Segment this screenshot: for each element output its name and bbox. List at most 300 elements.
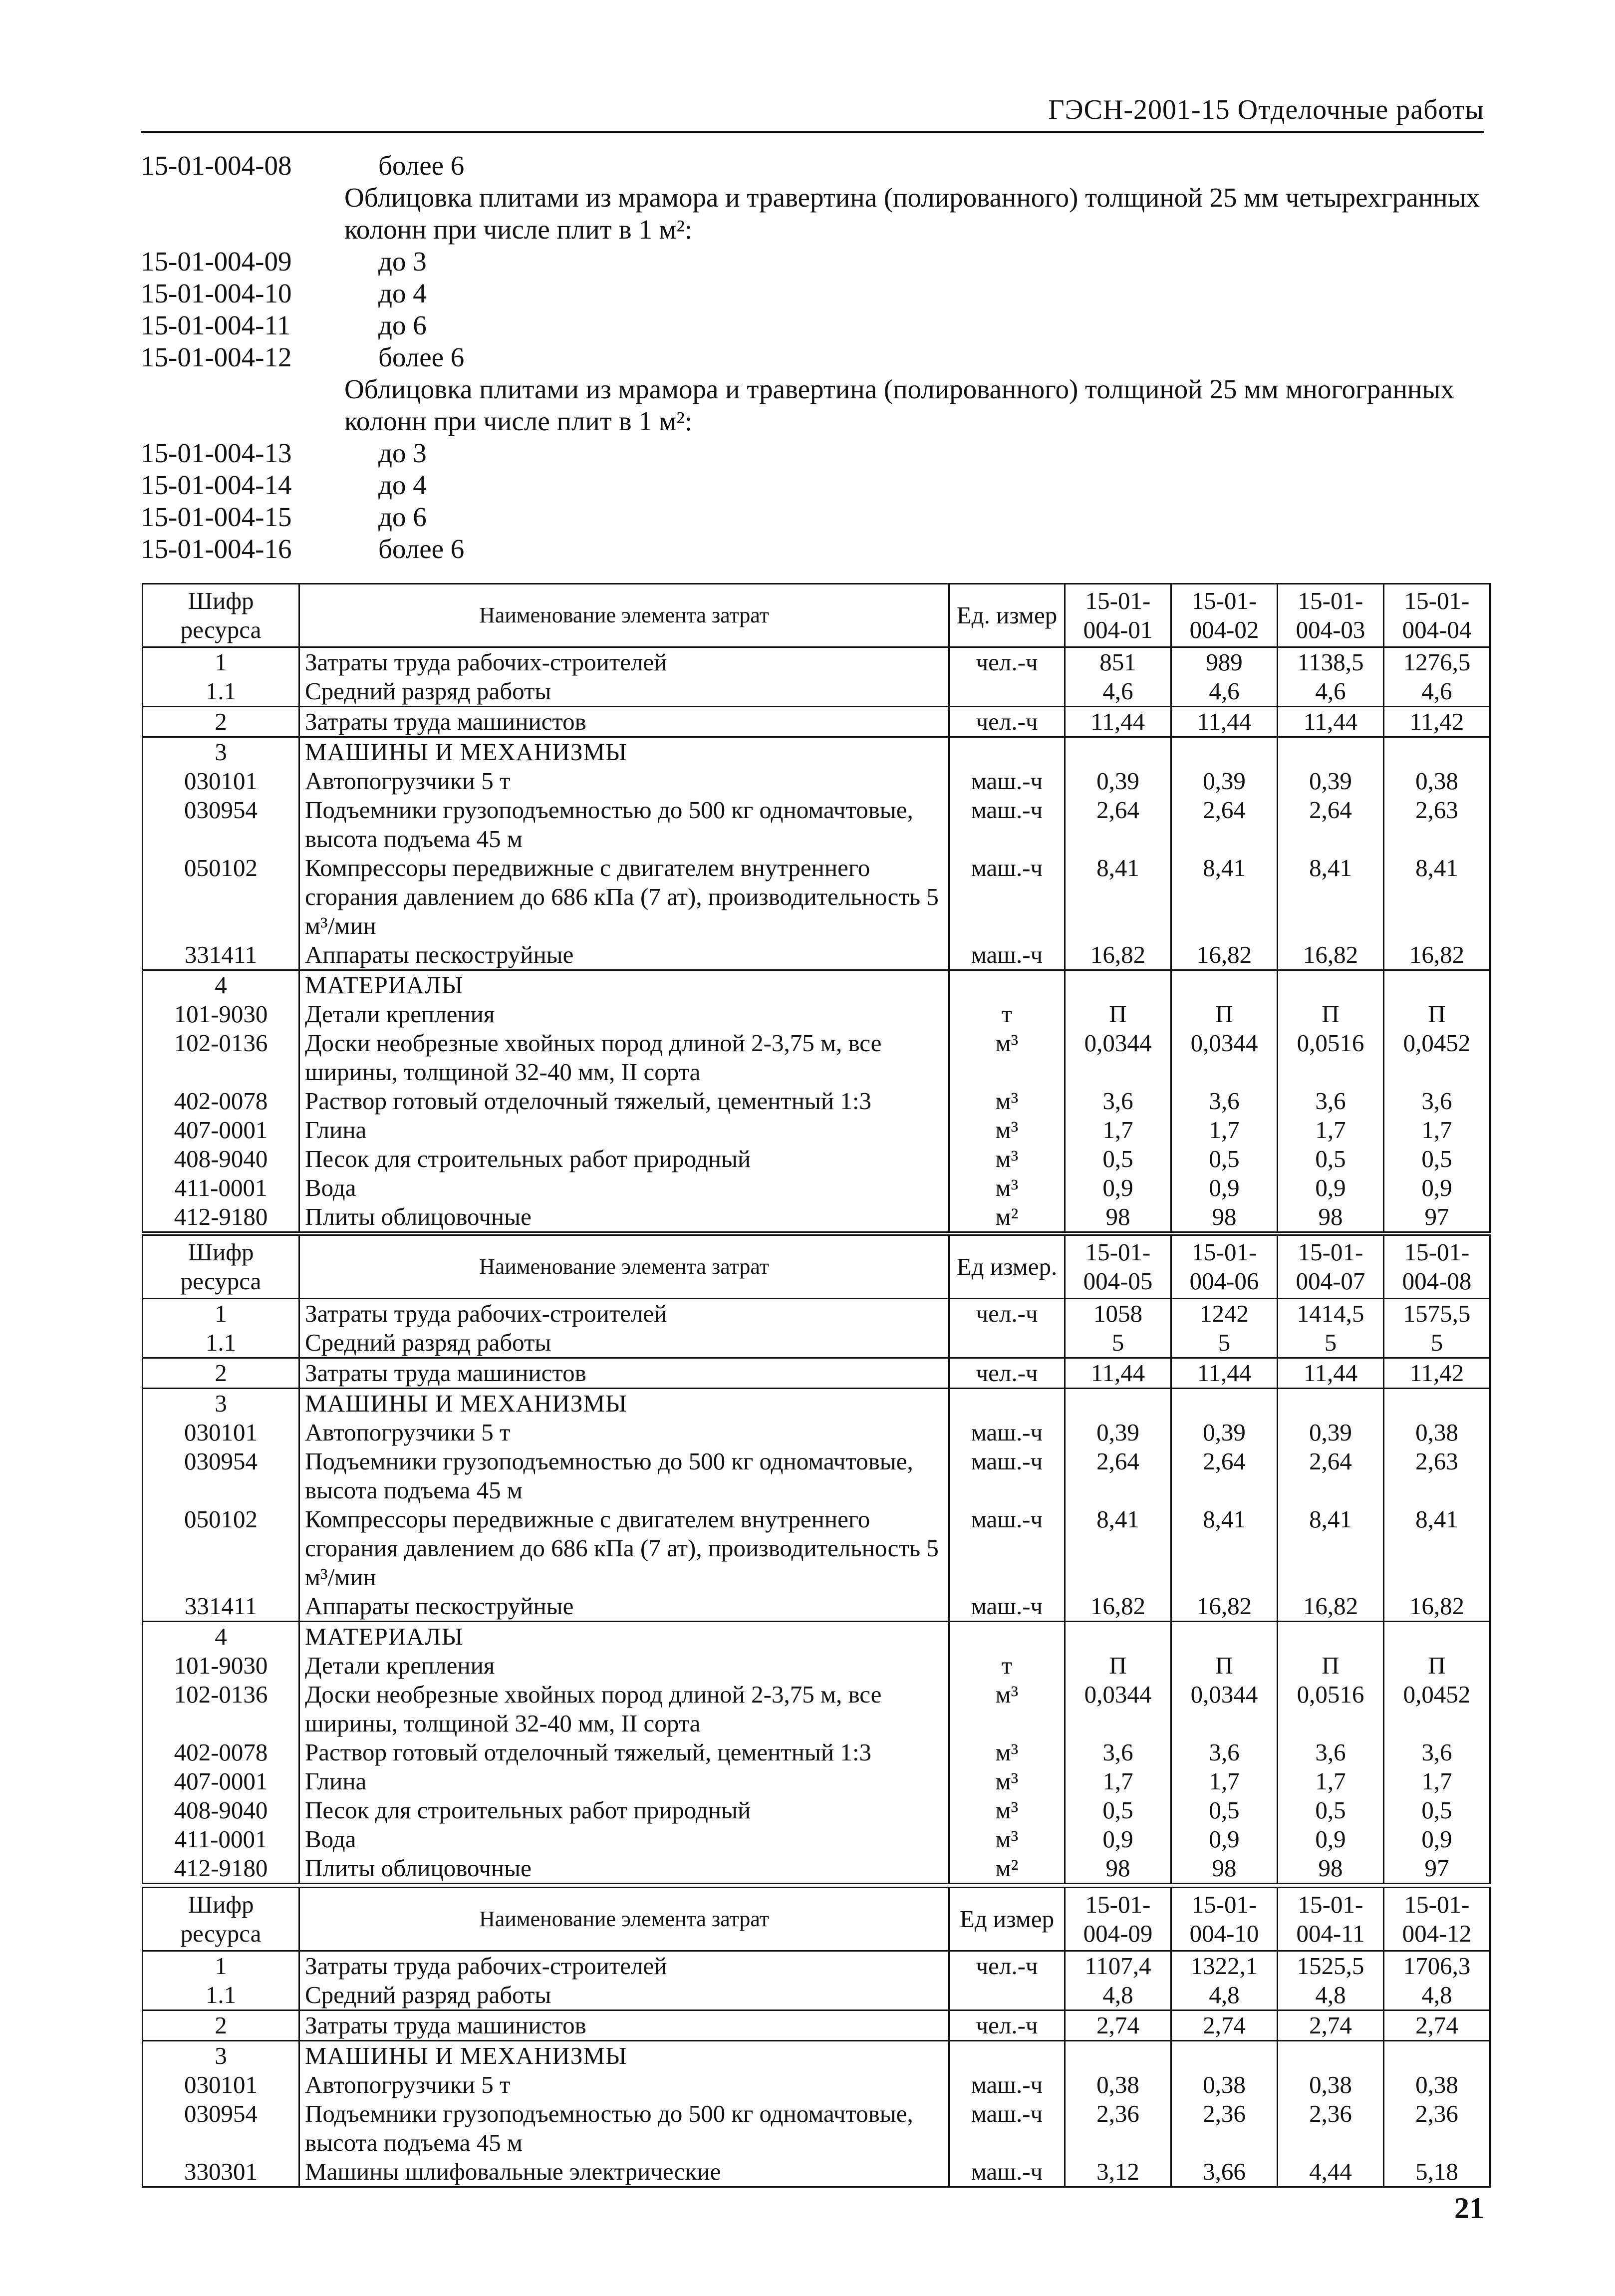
resource-name: Затраты труда машинистов bbox=[299, 2010, 949, 2041]
resource-name: Плиты облицовочные bbox=[299, 1854, 949, 1884]
column-header-code: Шифр ресурса bbox=[143, 584, 299, 647]
resource-code: 411-0001 bbox=[143, 1825, 299, 1854]
column-header-name: Наименование элемента затрат bbox=[299, 584, 949, 647]
norm-value: 0,38 bbox=[1171, 2070, 1278, 2099]
norm-value: 4,8 bbox=[1065, 1981, 1171, 2010]
norm-value: П bbox=[1278, 1000, 1384, 1029]
column-header-norm-code: 15-01-004-11 bbox=[1278, 1888, 1384, 1951]
norm-value: 98 bbox=[1065, 1202, 1171, 1232]
norm-value: 0,9 bbox=[1384, 1173, 1490, 1202]
norm-value: 98 bbox=[1278, 1854, 1384, 1884]
norm-value: 3,6 bbox=[1384, 1738, 1490, 1767]
norm-value: 11,44 bbox=[1065, 1358, 1171, 1389]
norm-value: 1,7 bbox=[1065, 1767, 1171, 1796]
table-header-row bbox=[143, 1888, 1490, 1951]
norm-value: 5 bbox=[1384, 1328, 1490, 1358]
intro-item bbox=[141, 533, 1488, 565]
intro-item-code: 15-01-004-08 bbox=[141, 150, 292, 181]
resource-name: Машины шлифовальные электрические bbox=[299, 2157, 949, 2187]
table-row bbox=[143, 1505, 1490, 1592]
norm-value: 8,41 bbox=[1171, 854, 1278, 940]
resource-unit: м³ bbox=[949, 1173, 1065, 1202]
norm-value: 0,0344 bbox=[1065, 1029, 1171, 1087]
norm-value bbox=[1384, 1389, 1490, 1419]
table-row bbox=[143, 2010, 1490, 2041]
resource-name: Аппараты пескоструйные bbox=[299, 940, 949, 970]
resource-name: Средний разряд работы bbox=[299, 1328, 949, 1358]
table-row bbox=[143, 1592, 1490, 1622]
resource-code: 3 bbox=[143, 2041, 299, 2071]
norm-value: 2,36 bbox=[1065, 2099, 1171, 2157]
resource-code: 4 bbox=[143, 970, 299, 1000]
column-header-norm-code: 15-01-004-06 bbox=[1171, 1235, 1278, 1299]
norm-value: 0,5 bbox=[1384, 1796, 1490, 1825]
norm-value: 8,41 bbox=[1065, 854, 1171, 940]
norm-value: 0,9 bbox=[1065, 1173, 1171, 1202]
column-header-unit: Ед измер. bbox=[949, 1235, 1065, 1299]
table-row bbox=[143, 1000, 1490, 1029]
resource-unit bbox=[949, 1389, 1065, 1419]
norm-value: 1,7 bbox=[1171, 1767, 1278, 1796]
resource-code: 050102 bbox=[143, 1505, 299, 1592]
intro-item-text: более 6 bbox=[378, 342, 465, 372]
norm-value: 2,74 bbox=[1065, 2010, 1171, 2041]
resource-code: 412-9180 bbox=[143, 1854, 299, 1884]
norm-value bbox=[1171, 737, 1278, 767]
norm-value: 1276,5 bbox=[1384, 647, 1490, 677]
norm-value: 1,7 bbox=[1171, 1116, 1278, 1145]
norm-value: 0,39 bbox=[1278, 1418, 1384, 1447]
norm-value bbox=[1171, 1389, 1278, 1419]
norm-value bbox=[1171, 2041, 1278, 2071]
table-row bbox=[143, 2157, 1490, 2187]
table-row bbox=[143, 677, 1490, 707]
resource-code: 030954 bbox=[143, 2099, 299, 2157]
table-row bbox=[143, 1796, 1490, 1825]
column-header-norm-code: 15-01-004-03 bbox=[1278, 584, 1384, 647]
intro-item-text: более 6 bbox=[378, 534, 465, 564]
norm-value: П bbox=[1384, 1651, 1490, 1680]
resource-name: Затраты труда рабочих-строителей bbox=[299, 647, 949, 677]
resource-unit: м³ bbox=[949, 1796, 1065, 1825]
resource-unit: маш.-ч bbox=[949, 767, 1065, 796]
norm-value: 0,5 bbox=[1278, 1796, 1384, 1825]
resource-code: 102-0136 bbox=[143, 1680, 299, 1738]
resource-code: 030101 bbox=[143, 767, 299, 796]
norm-value: 0,39 bbox=[1171, 1418, 1278, 1447]
norm-value bbox=[1278, 737, 1384, 767]
table-row bbox=[143, 1029, 1490, 1087]
norm-value: 16,82 bbox=[1278, 940, 1384, 970]
column-header-norm-code: 15-01-004-02 bbox=[1171, 584, 1278, 647]
resource-unit bbox=[949, 677, 1065, 707]
norm-value: П bbox=[1278, 1651, 1384, 1680]
resource-name: Глина bbox=[299, 1116, 949, 1145]
norm-value: 1058 bbox=[1065, 1299, 1171, 1329]
norm-value: 98 bbox=[1278, 1202, 1384, 1232]
norm-value: 5 bbox=[1171, 1328, 1278, 1358]
norm-value: 0,0452 bbox=[1384, 1680, 1490, 1738]
resource-unit bbox=[949, 1981, 1065, 2010]
page-header-title: ГЭСН-2001-15 Отделочные работы bbox=[1048, 94, 1484, 125]
table-row bbox=[143, 1981, 1490, 2010]
resource-unit: м³ bbox=[949, 1029, 1065, 1087]
norm-value: 3,6 bbox=[1171, 1738, 1278, 1767]
norm-value bbox=[1171, 1622, 1278, 1652]
norm-value: 11,42 bbox=[1384, 707, 1490, 737]
norm-value bbox=[1065, 1389, 1171, 1419]
resource-code: 1.1 bbox=[143, 677, 299, 707]
resource-code: 2 bbox=[143, 1358, 299, 1389]
intro-item-code bbox=[141, 373, 344, 437]
resource-code: 102-0136 bbox=[143, 1029, 299, 1087]
resource-code: 050102 bbox=[143, 854, 299, 940]
resource-name: Аппараты пескоструйные bbox=[299, 1592, 949, 1622]
table-row bbox=[143, 1328, 1490, 1358]
norm-value: 98 bbox=[1171, 1854, 1278, 1884]
norm-value: 16,82 bbox=[1171, 1592, 1278, 1622]
table-row bbox=[143, 707, 1490, 737]
intro-item bbox=[141, 341, 1488, 373]
norm-value: 0,5 bbox=[1065, 1145, 1171, 1173]
intro-item bbox=[141, 501, 1488, 533]
intro-item bbox=[141, 182, 1488, 246]
norm-value bbox=[1384, 2041, 1490, 2071]
resource-name: Средний разряд работы bbox=[299, 1981, 949, 2010]
resource-unit: маш.-ч bbox=[949, 940, 1065, 970]
resource-name: Компрессоры передвижные с двигателем внутреннего сгорания давлением до 686 кПа (7 ат), производительность 5 м³/мин bbox=[299, 854, 949, 940]
section-title: МАШИНЫ И МЕХАНИЗМЫ bbox=[299, 1389, 949, 1419]
norm-value: 3,6 bbox=[1384, 1087, 1490, 1116]
resource-code: 3 bbox=[143, 737, 299, 767]
norm-value: 5,18 bbox=[1384, 2157, 1490, 2187]
table-row bbox=[143, 1767, 1490, 1796]
resource-code: 2 bbox=[143, 707, 299, 737]
resource-unit: м³ bbox=[949, 1087, 1065, 1116]
norm-value: 8,41 bbox=[1384, 854, 1490, 940]
norm-value: 0,0516 bbox=[1278, 1680, 1384, 1738]
norm-value: 1138,5 bbox=[1278, 647, 1384, 677]
norm-value: 97 bbox=[1384, 1854, 1490, 1884]
norm-value: 8,41 bbox=[1278, 1505, 1384, 1592]
intro-item bbox=[141, 469, 1488, 501]
table-row bbox=[143, 2099, 1490, 2157]
norm-value: 11,44 bbox=[1171, 707, 1278, 737]
norm-value bbox=[1065, 2041, 1171, 2071]
norm-value: 3,6 bbox=[1065, 1087, 1171, 1116]
resource-unit: маш.-ч bbox=[949, 1447, 1065, 1505]
table-row bbox=[143, 1418, 1490, 1447]
resource-name: Средний разряд работы bbox=[299, 677, 949, 707]
resource-name: Глина bbox=[299, 1767, 949, 1796]
resource-unit: маш.-ч bbox=[949, 2157, 1065, 2187]
page-number: 21 bbox=[1454, 2192, 1484, 2225]
resource-code: 1.1 bbox=[143, 1328, 299, 1358]
resource-unit: т bbox=[949, 1651, 1065, 1680]
norm-value: 0,9 bbox=[1171, 1173, 1278, 1202]
norm-value: 2,64 bbox=[1171, 1447, 1278, 1505]
resource-unit bbox=[949, 1328, 1065, 1358]
resource-unit bbox=[949, 970, 1065, 1000]
norm-value: 2,36 bbox=[1171, 2099, 1278, 2157]
intro-item-code: 15-01-004-15 bbox=[141, 502, 292, 532]
norm-value: 1107,4 bbox=[1065, 1951, 1171, 1981]
norm-value: 2,74 bbox=[1278, 2010, 1384, 2041]
resource-unit: м³ bbox=[949, 1767, 1065, 1796]
resource-name: Затраты труда машинистов bbox=[299, 1358, 949, 1389]
table-row bbox=[143, 1145, 1490, 1173]
norm-value: 0,0344 bbox=[1171, 1680, 1278, 1738]
intro-item-code: 15-01-004-10 bbox=[141, 278, 292, 308]
norm-value: 2,64 bbox=[1278, 1447, 1384, 1505]
norm-value: 16,82 bbox=[1065, 1592, 1171, 1622]
norm-value: 1,7 bbox=[1278, 1116, 1384, 1145]
table-row bbox=[143, 2070, 1490, 2099]
norm-value: 4,6 bbox=[1171, 677, 1278, 707]
table-row bbox=[143, 737, 1490, 767]
intro-item bbox=[141, 278, 1488, 309]
resource-unit: маш.-ч bbox=[949, 796, 1065, 854]
norm-value: 16,82 bbox=[1278, 1592, 1384, 1622]
norm-value bbox=[1384, 1622, 1490, 1652]
norm-value: 2,74 bbox=[1171, 2010, 1278, 2041]
norm-value: 0,0516 bbox=[1278, 1029, 1384, 1087]
intro-item-code: 15-01-004-16 bbox=[141, 534, 292, 564]
table-row bbox=[143, 767, 1490, 796]
norm-value: 1242 bbox=[1171, 1299, 1278, 1329]
norm-value: 16,82 bbox=[1065, 940, 1171, 970]
norm-value: 851 bbox=[1065, 647, 1171, 677]
norm-value bbox=[1384, 737, 1490, 767]
norm-value: 11,44 bbox=[1278, 1358, 1384, 1389]
resource-code: 030101 bbox=[143, 1418, 299, 1447]
resource-name: Песок для строительных работ природный bbox=[299, 1145, 949, 1173]
norm-value: 2,63 bbox=[1384, 1447, 1490, 1505]
norm-value: 0,9 bbox=[1278, 1173, 1384, 1202]
resource-unit bbox=[949, 1622, 1065, 1652]
intro-item bbox=[141, 373, 1488, 437]
column-header-norm-code: 15-01-004-07 bbox=[1278, 1235, 1384, 1299]
norm-value bbox=[1065, 1622, 1171, 1652]
norm-value: 1322,1 bbox=[1171, 1951, 1278, 1981]
column-header-unit: Ед измер bbox=[949, 1888, 1065, 1951]
resource-code: 331411 bbox=[143, 940, 299, 970]
norm-value: 4,6 bbox=[1065, 677, 1171, 707]
table-row bbox=[143, 796, 1490, 854]
norm-value: 0,5 bbox=[1278, 1145, 1384, 1173]
norm-value: 4,8 bbox=[1278, 1981, 1384, 2010]
resource-unit bbox=[949, 737, 1065, 767]
resource-name: Подъемники грузоподъемностью до 500 кг одномачтовые, высота подъема 45 м bbox=[299, 1447, 949, 1505]
table-row bbox=[143, 1389, 1490, 1419]
norm-value: 16,82 bbox=[1171, 940, 1278, 970]
resource-name: Доски необрезные хвойных пород длиной 2-3,75 м, все ширины, толщиной 32-40 мм, II сорта bbox=[299, 1029, 949, 1087]
resource-code: 407-0001 bbox=[143, 1116, 299, 1145]
intro-item bbox=[141, 309, 1488, 341]
resource-code: 030101 bbox=[143, 2070, 299, 2099]
norm-value: 1,7 bbox=[1384, 1116, 1490, 1145]
norm-value: 5 bbox=[1065, 1328, 1171, 1358]
resource-name: Раствор готовый отделочный тяжелый, цементный 1:3 bbox=[299, 1087, 949, 1116]
norm-value bbox=[1384, 970, 1490, 1000]
norm-value: 1575,5 bbox=[1384, 1299, 1490, 1329]
norm-value: 0,9 bbox=[1384, 1825, 1490, 1854]
intro-item-text: более 6 bbox=[378, 150, 465, 181]
resource-code: 101-9030 bbox=[143, 1651, 299, 1680]
table-header-row bbox=[143, 1235, 1490, 1299]
intro-item-code: 15-01-004-13 bbox=[141, 438, 292, 468]
norm-value: 1414,5 bbox=[1278, 1299, 1384, 1329]
column-header-norm-code: 15-01-004-05 bbox=[1065, 1235, 1171, 1299]
resource-unit: м² bbox=[949, 1854, 1065, 1884]
intro-item-text: до 4 bbox=[378, 278, 427, 308]
norm-value bbox=[1278, 970, 1384, 1000]
norm-value: П bbox=[1171, 1651, 1278, 1680]
norm-value: 98 bbox=[1171, 1202, 1278, 1232]
resource-code: 2 bbox=[143, 2010, 299, 2041]
resource-code: 4 bbox=[143, 1622, 299, 1652]
resource-code: 407-0001 bbox=[143, 1767, 299, 1796]
resource-name: Подъемники грузоподъемностью до 500 кг одномачтовые, высота подъема 45 м bbox=[299, 796, 949, 854]
resource-code: 030954 bbox=[143, 796, 299, 854]
intro-item-text: до 6 bbox=[378, 310, 427, 340]
norm-value: 3,6 bbox=[1171, 1087, 1278, 1116]
norm-value: 0,9 bbox=[1171, 1825, 1278, 1854]
norm-value: П bbox=[1384, 1000, 1490, 1029]
resource-unit: м³ bbox=[949, 1825, 1065, 1854]
norm-value: 0,5 bbox=[1384, 1145, 1490, 1173]
column-header-code: Шифр ресурса bbox=[143, 1235, 299, 1299]
resource-name: Доски необрезные хвойных пород длиной 2-3,75 м, все ширины, толщиной 32-40 мм, II сорта bbox=[299, 1680, 949, 1738]
norm-value: 0,5 bbox=[1171, 1796, 1278, 1825]
table-header-row bbox=[143, 584, 1490, 647]
table-row bbox=[143, 1202, 1490, 1232]
column-header-norm-code: 15-01-004-08 bbox=[1384, 1235, 1490, 1299]
resource-name: Вода bbox=[299, 1173, 949, 1202]
norm-value: 2,64 bbox=[1278, 796, 1384, 854]
resource-name: Компрессоры передвижные с двигателем внутреннего сгорания давлением до 686 кПа (7 ат), производительность 5 м³/мин bbox=[299, 1505, 949, 1592]
norm-value: 4,44 bbox=[1278, 2157, 1384, 2187]
norm-value: 8,41 bbox=[1065, 1505, 1171, 1592]
intro-list bbox=[141, 150, 1488, 565]
resource-unit: чел.-ч bbox=[949, 1358, 1065, 1389]
resource-name: Детали крепления bbox=[299, 1000, 949, 1029]
column-header-code: Шифр ресурса bbox=[143, 1888, 299, 1951]
norm-value: 0,5 bbox=[1171, 1145, 1278, 1173]
resource-unit: маш.-ч bbox=[949, 1418, 1065, 1447]
resource-unit: м³ bbox=[949, 1738, 1065, 1767]
norm-value: 0,39 bbox=[1065, 767, 1171, 796]
norm-value: 0,9 bbox=[1278, 1825, 1384, 1854]
resource-unit: м³ bbox=[949, 1145, 1065, 1173]
table-row bbox=[143, 854, 1490, 940]
norm-value: 0,38 bbox=[1384, 767, 1490, 796]
section-title: МАШИНЫ И МЕХАНИЗМЫ bbox=[299, 737, 949, 767]
table-row bbox=[143, 647, 1490, 677]
norm-value: 1,7 bbox=[1278, 1767, 1384, 1796]
column-header-norm-code: 15-01-004-04 bbox=[1384, 584, 1490, 647]
intro-item-text: до 3 bbox=[378, 438, 427, 468]
resource-code: 402-0078 bbox=[143, 1738, 299, 1767]
resource-unit: м² bbox=[949, 1202, 1065, 1232]
norm-value: 0,39 bbox=[1171, 767, 1278, 796]
resource-code: 330301 bbox=[143, 2157, 299, 2187]
norm-value: 98 bbox=[1065, 1854, 1171, 1884]
norm-value: 3,6 bbox=[1065, 1738, 1171, 1767]
norm-value: 0,0452 bbox=[1384, 1029, 1490, 1087]
norm-value: 0,39 bbox=[1278, 767, 1384, 796]
norm-value: 4,8 bbox=[1171, 1981, 1278, 2010]
norm-value: 2,36 bbox=[1278, 2099, 1384, 2157]
norm-value: 0,5 bbox=[1065, 1796, 1171, 1825]
resource-name: Автопогрузчики 5 т bbox=[299, 767, 949, 796]
norm-value: 0,9 bbox=[1065, 1825, 1171, 1854]
norm-value: 2,36 bbox=[1384, 2099, 1490, 2157]
resource-code: 402-0078 bbox=[143, 1087, 299, 1116]
table-row bbox=[143, 1854, 1490, 1884]
section-title: МАТЕРИАЛЫ bbox=[299, 1622, 949, 1652]
resource-code: 1 bbox=[143, 1299, 299, 1329]
norm-value: 1525,5 bbox=[1278, 1951, 1384, 1981]
resource-code: 3 bbox=[143, 1389, 299, 1419]
intro-item-code: 15-01-004-09 bbox=[141, 246, 292, 277]
norm-value: 8,41 bbox=[1384, 1505, 1490, 1592]
norm-value: 16,82 bbox=[1384, 940, 1490, 970]
norm-value: 8,41 bbox=[1278, 854, 1384, 940]
norm-value: 11,42 bbox=[1384, 1358, 1490, 1389]
column-header-name: Наименование элемента затрат bbox=[299, 1888, 949, 1951]
intro-item bbox=[141, 150, 1488, 182]
resource-name: Подъемники грузоподъемностью до 500 кг одномачтовые, высота подъема 45 м bbox=[299, 2099, 949, 2157]
resource-name: Автопогрузчики 5 т bbox=[299, 2070, 949, 2099]
column-header-norm-code: 15-01-004-09 bbox=[1065, 1888, 1171, 1951]
resource-unit: т bbox=[949, 1000, 1065, 1029]
table-row bbox=[143, 1951, 1490, 1981]
resource-unit: чел.-ч bbox=[949, 1951, 1065, 1981]
norm-value: 11,44 bbox=[1171, 1358, 1278, 1389]
norm-value: 0,39 bbox=[1065, 1418, 1171, 1447]
norm-value: 1706,3 bbox=[1384, 1951, 1490, 1981]
resource-table-2 bbox=[142, 1234, 1491, 1884]
intro-item-text: до 6 bbox=[378, 502, 427, 532]
norm-value: 0,0344 bbox=[1171, 1029, 1278, 1087]
table-row bbox=[143, 1622, 1490, 1652]
norm-value bbox=[1065, 970, 1171, 1000]
resource-unit: маш.-ч bbox=[949, 854, 1065, 940]
norm-value: П bbox=[1171, 1000, 1278, 1029]
table-row bbox=[143, 1299, 1490, 1329]
intro-item-code: 15-01-004-14 bbox=[141, 470, 292, 500]
resource-name: Автопогрузчики 5 т bbox=[299, 1418, 949, 1447]
resource-code: 1 bbox=[143, 647, 299, 677]
norm-value: 989 bbox=[1171, 647, 1278, 677]
norm-value: 0,0344 bbox=[1065, 1680, 1171, 1738]
norm-value: 2,64 bbox=[1065, 1447, 1171, 1505]
norm-value: 2,74 bbox=[1384, 2010, 1490, 2041]
resource-code: 030954 bbox=[143, 1447, 299, 1505]
norm-value: 3,66 bbox=[1171, 2157, 1278, 2187]
resource-unit: маш.-ч bbox=[949, 1505, 1065, 1592]
norm-value bbox=[1278, 1622, 1384, 1652]
norm-value: 0,38 bbox=[1278, 2070, 1384, 2099]
resource-code: 101-9030 bbox=[143, 1000, 299, 1029]
resource-unit: чел.-ч bbox=[949, 1299, 1065, 1329]
resource-code: 412-9180 bbox=[143, 1202, 299, 1232]
resource-unit: чел.-ч bbox=[949, 2010, 1065, 2041]
norm-value: 3,12 bbox=[1065, 2157, 1171, 2187]
resource-table-1 bbox=[142, 583, 1491, 1233]
table-row bbox=[143, 2041, 1490, 2071]
